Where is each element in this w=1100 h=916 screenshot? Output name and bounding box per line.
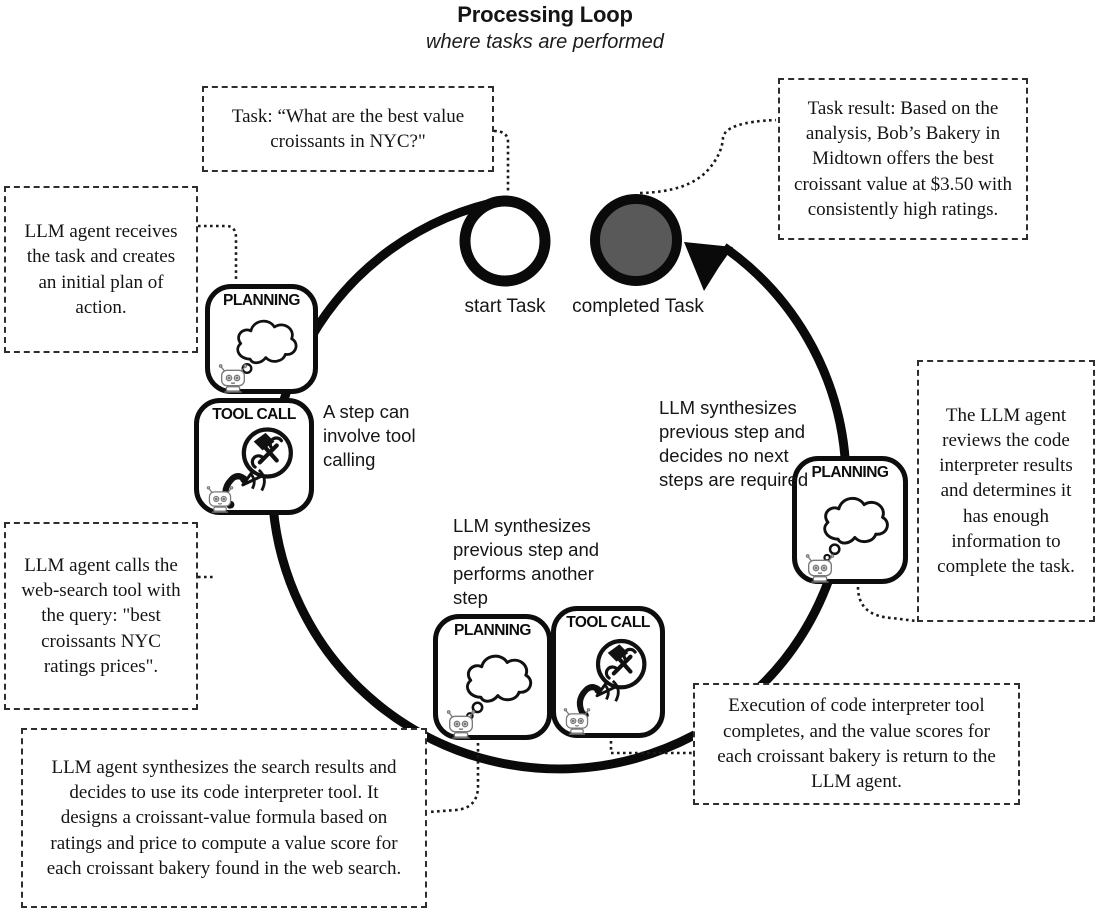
robot-icon [204, 485, 236, 513]
planning-node-label: PLANNING [454, 622, 531, 639]
annotation-task [202, 86, 494, 172]
diagram-header [240, 2, 850, 54]
tool-call-node-left [194, 398, 314, 515]
tool-call-node-label: TOOL CALL [566, 614, 650, 631]
annotation-review [917, 360, 1095, 622]
annotation-execution [693, 683, 1020, 805]
thought-bubble-icon [812, 485, 896, 563]
start-task-circle [465, 201, 545, 281]
connector-receive-to-planning [198, 226, 236, 282]
start-task-label: start Task [464, 296, 546, 317]
robot-icon [444, 709, 478, 739]
planning-node-bottom [433, 614, 552, 740]
annotation-execution-text: Execution of code interpreter tool completes, and the value scores for each croissant bakery is return to the LLM agent. [717, 695, 996, 793]
robot-icon [803, 553, 837, 583]
annotation-web-search [4, 522, 198, 710]
connector-task-to-start [494, 131, 508, 192]
label-performs-another-step: LLM synthesizes previous step and performs another step [453, 515, 600, 609]
annotation-review-text: The LLM agent reviews the code interpreter results and determines it has enough information to complete the task. [937, 404, 1075, 578]
annotation-web-search-text: LLM agent calls the web-search tool with the query: "best croissants NYC ratings prices". [21, 554, 181, 677]
planning-node-label: PLANNING [811, 464, 889, 481]
annotation-task-result-text: Task result: Based on the analysis, Bob’s Bakery in Midtown offers the best croissant value at $3.50 with consistently high ratings. [794, 97, 1012, 220]
planning-node-top-left [205, 284, 318, 394]
page-subtitle: where tasks are performed [426, 31, 664, 53]
loop-arrowhead-icon [684, 242, 733, 291]
completed-task-circle [595, 199, 677, 281]
robot-icon [216, 363, 250, 393]
annotation-receive [4, 186, 198, 353]
tool-call-node-label: TOOL CALL [212, 406, 296, 423]
connector-completed-to-result [640, 120, 776, 193]
annotation-receive-text: LLM agent receives the task and creates an initial plan of action. [24, 220, 178, 318]
annotation-synthesize [21, 728, 427, 908]
planning-node-label: PLANNING [223, 292, 300, 309]
tool-call-node-bottom [551, 606, 665, 738]
annotation-task-text: Task: “What are the best value croissants in NYC?" [231, 105, 465, 152]
page-title: Processing Loop [457, 2, 633, 27]
annotation-synthesize-text: LLM agent synthesizes the search results and decides to use its code interpreter tool. It designs a croissant-value formula based on ratings and price to compute a value score for each croissant bakery found in the web search. [46, 756, 402, 879]
connector-planning-to-review [858, 587, 916, 621]
annotation-task-result [778, 78, 1028, 240]
robot-icon [561, 707, 593, 735]
label-step-can-involve-tool: A step can involve tool calling [323, 401, 416, 471]
label-no-next-steps: LLM synthesizes previous step and decides no next steps are required [659, 397, 809, 491]
completed-task-label: completed Task [572, 296, 704, 317]
